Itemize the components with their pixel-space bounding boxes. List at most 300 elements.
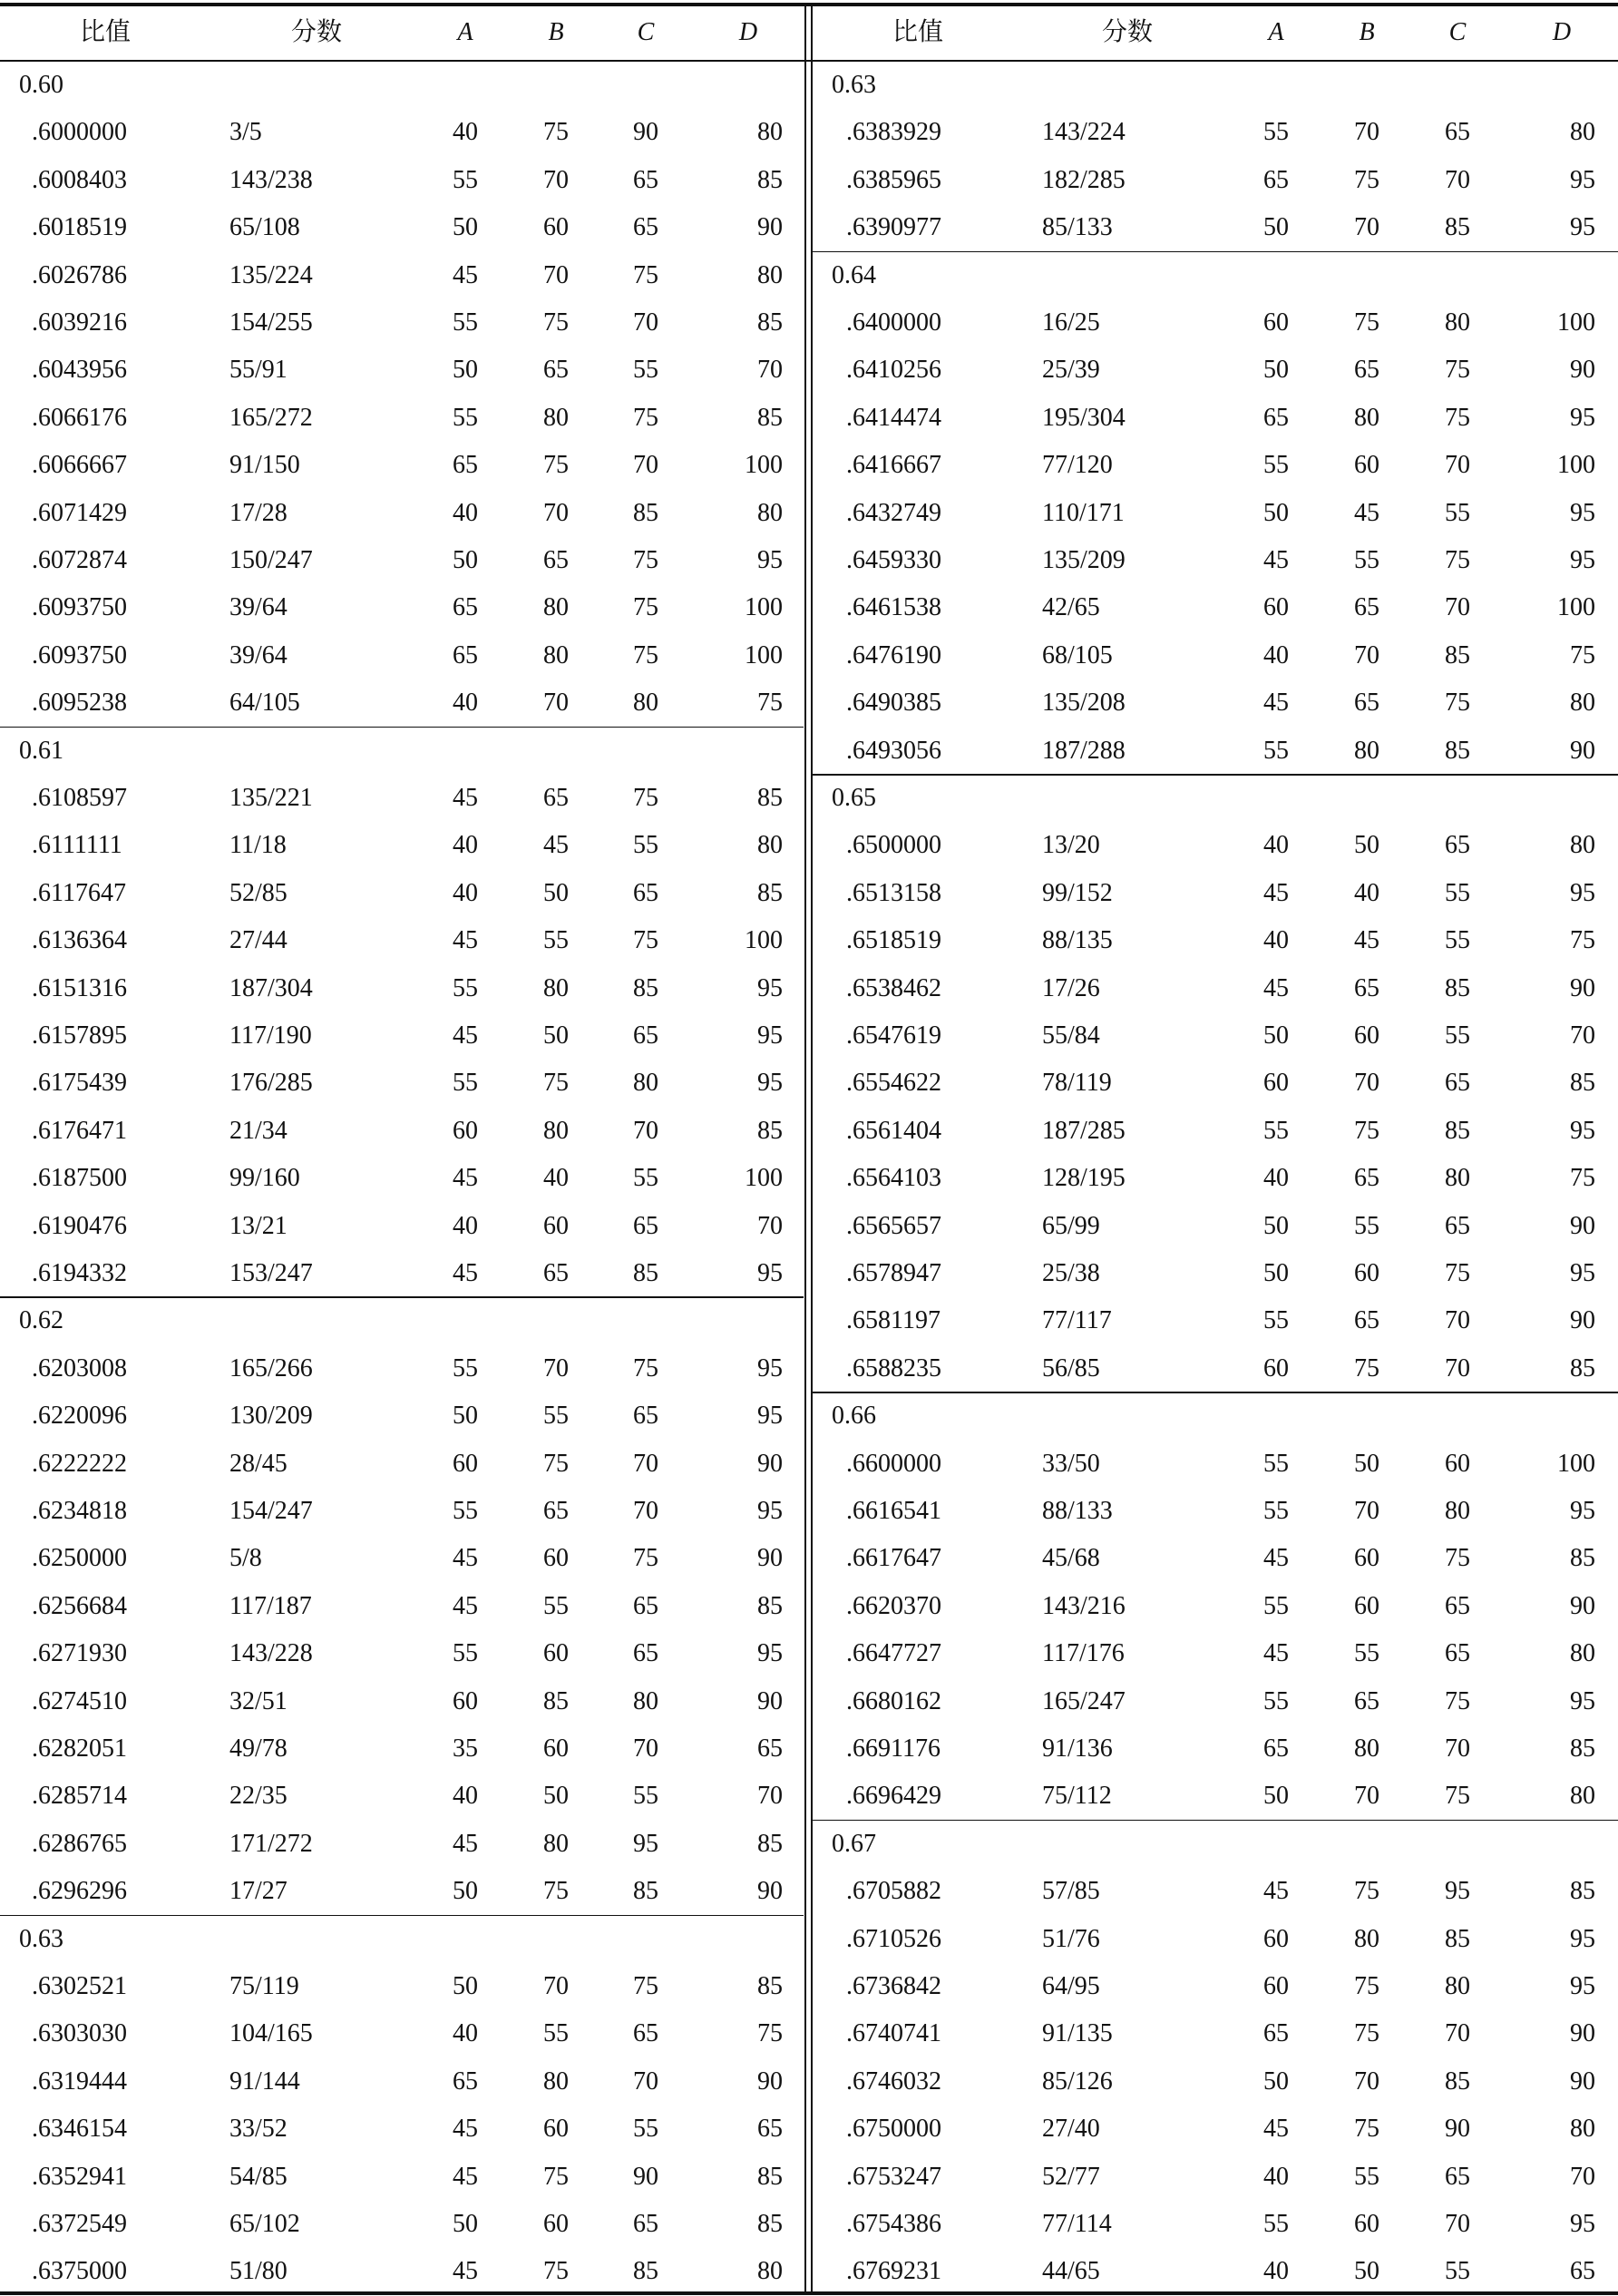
fraction-value: 68/105 <box>1042 640 1113 669</box>
score-b: 45 <box>543 831 569 860</box>
score-c: 70 <box>633 308 658 337</box>
score-d: 75 <box>1570 1164 1595 1193</box>
score-b: 80 <box>543 403 569 432</box>
score-a: 50 <box>453 356 478 385</box>
fraction-value: 77/117 <box>1042 1306 1112 1335</box>
score-c: 75 <box>633 1544 658 1573</box>
fraction-value: 182/285 <box>1042 165 1126 194</box>
fraction-value: 117/190 <box>229 1021 312 1050</box>
score-b: 75 <box>1354 1116 1379 1145</box>
score-c: 55 <box>1445 1021 1470 1050</box>
fraction-value: 33/50 <box>1042 1449 1100 1478</box>
score-d: 85 <box>757 308 783 337</box>
score-c: 75 <box>1445 1544 1470 1573</box>
score-a: 65 <box>1263 403 1289 432</box>
ratio-value: .6410256 <box>846 356 941 385</box>
score-d: 90 <box>1570 2066 1595 2096</box>
score-b: 45 <box>1354 926 1379 955</box>
score-b: 70 <box>1354 640 1379 669</box>
fraction-value: 77/120 <box>1042 451 1113 480</box>
score-b: 65 <box>1354 1164 1379 1193</box>
score-a: 60 <box>1263 593 1289 622</box>
score-a: 55 <box>1263 2210 1289 2238</box>
score-a: 60 <box>453 1116 478 1145</box>
score-b: 75 <box>1354 308 1379 337</box>
fraction-value: 75/112 <box>1042 1782 1112 1811</box>
score-b: 60 <box>543 213 569 242</box>
fraction-value: 117/176 <box>1042 1639 1125 1668</box>
score-a: 65 <box>1263 2019 1289 2048</box>
score-c: 70 <box>633 1116 658 1145</box>
score-c: 90 <box>633 118 658 147</box>
score-b: 55 <box>543 926 569 955</box>
score-a: 45 <box>1263 973 1289 1002</box>
score-d: 100 <box>745 926 783 955</box>
score-b: 80 <box>543 2066 569 2096</box>
ratio-value: .6617647 <box>846 1544 941 1573</box>
ratio-value: .6736842 <box>846 1972 941 2000</box>
score-a: 40 <box>1263 2257 1289 2286</box>
score-c: 85 <box>1445 1924 1470 1953</box>
score-b: 60 <box>543 1544 569 1573</box>
score-b: 75 <box>1354 1353 1379 1382</box>
score-c: 80 <box>633 1069 658 1098</box>
score-b: 75 <box>543 1069 569 1098</box>
score-c: 85 <box>1445 2066 1470 2096</box>
ratio-value: .6222222 <box>32 1449 127 1478</box>
score-c: 70 <box>633 1497 658 1525</box>
ratio-value: .6538462 <box>846 973 941 1002</box>
score-a: 40 <box>453 831 478 860</box>
fraction-value: 16/25 <box>1042 308 1100 337</box>
ratio-value: .6018519 <box>32 213 127 242</box>
fraction-value: 135/224 <box>229 260 313 289</box>
score-c: 70 <box>1445 2210 1470 2238</box>
fraction-value: 104/165 <box>229 2019 313 2048</box>
score-a: 60 <box>453 1449 478 1478</box>
fraction-value: 17/27 <box>229 1877 288 1906</box>
fraction-value: 135/221 <box>229 784 313 812</box>
score-c: 85 <box>1445 213 1470 242</box>
ratio-value: .6282051 <box>32 1734 127 1763</box>
score-a: 40 <box>453 878 478 907</box>
score-d: 85 <box>1570 1544 1595 1573</box>
ratio-value: .6705882 <box>846 1877 941 1906</box>
fraction-value: 85/126 <box>1042 2066 1113 2096</box>
group-separator <box>813 1392 1618 1393</box>
group-separator <box>0 1296 804 1298</box>
ratio-value: .6750000 <box>846 2115 941 2144</box>
score-c: 75 <box>1445 403 1470 432</box>
score-a: 65 <box>453 640 478 669</box>
fraction-value: 13/21 <box>229 1211 288 1240</box>
score-d: 100 <box>1557 1449 1595 1478</box>
score-a: 45 <box>453 2162 478 2191</box>
score-c: 75 <box>633 784 658 812</box>
score-a: 35 <box>453 1734 478 1763</box>
score-d: 65 <box>1570 2257 1595 2286</box>
score-d: 80 <box>757 498 783 527</box>
score-c: 55 <box>1445 926 1470 955</box>
score-d: 95 <box>1570 2210 1595 2238</box>
score-d: 70 <box>757 1211 783 1240</box>
ratio-value: .6066667 <box>32 451 127 480</box>
score-d: 85 <box>1570 1069 1595 1098</box>
ratio-value: .6093750 <box>32 640 127 669</box>
score-d: 85 <box>757 784 783 812</box>
score-b: 65 <box>543 546 569 574</box>
fraction-value: 143/216 <box>1042 1591 1126 1620</box>
score-a: 50 <box>453 1402 478 1431</box>
ratio-value: .6588235 <box>846 1353 941 1382</box>
score-a: 55 <box>453 403 478 432</box>
score-a: 40 <box>453 118 478 147</box>
score-b: 60 <box>543 2115 569 2144</box>
score-d: 85 <box>757 2162 783 2191</box>
score-a: 45 <box>453 2257 478 2286</box>
ratio-value: .6547619 <box>846 1021 941 1050</box>
score-c: 75 <box>1445 1686 1470 1715</box>
fraction-value: 135/208 <box>1042 689 1126 718</box>
score-b: 50 <box>543 1782 569 1811</box>
ratio-value: .6500000 <box>846 831 941 860</box>
score-b: 70 <box>1354 1069 1379 1098</box>
score-c: 55 <box>633 356 658 385</box>
ratio-value: .6352941 <box>32 2162 127 2191</box>
fraction-value: 49/78 <box>229 1734 288 1763</box>
score-c: 70 <box>1445 1734 1470 1763</box>
fraction-value: 143/224 <box>1042 118 1126 147</box>
score-d: 95 <box>1570 1259 1595 1287</box>
ratio-value: .6220096 <box>32 1402 127 1431</box>
ratio-value: .6513158 <box>846 878 941 907</box>
score-d: 85 <box>757 403 783 432</box>
score-d: 85 <box>757 2210 783 2238</box>
score-a: 45 <box>453 926 478 955</box>
score-b: 60 <box>1354 451 1379 480</box>
score-d: 95 <box>757 1353 783 1382</box>
score-b: 75 <box>1354 1877 1379 1906</box>
score-c: 90 <box>1445 2115 1470 2144</box>
score-d: 75 <box>757 689 783 718</box>
score-c: 85 <box>633 498 658 527</box>
fraction-value: 91/144 <box>229 2066 300 2096</box>
score-c: 85 <box>1445 973 1470 1002</box>
score-b: 60 <box>543 1211 569 1240</box>
score-c: 95 <box>633 1829 658 1858</box>
score-b: 65 <box>543 1497 569 1525</box>
ratio-value: .6561404 <box>846 1116 941 1145</box>
score-d: 95 <box>1570 878 1595 907</box>
ratio-value: .6375000 <box>32 2257 127 2286</box>
score-a: 55 <box>453 165 478 194</box>
score-a: 55 <box>1263 1497 1289 1525</box>
score-a: 65 <box>1263 1734 1289 1763</box>
score-c: 65 <box>633 1021 658 1050</box>
score-a: 55 <box>453 1353 478 1382</box>
score-b: 70 <box>1354 1782 1379 1811</box>
score-c: 65 <box>1445 2162 1470 2191</box>
header-a: A <box>1268 18 1284 46</box>
score-d: 95 <box>757 1497 783 1525</box>
score-c: 85 <box>633 2257 658 2286</box>
score-b: 65 <box>1354 593 1379 622</box>
score-b: 55 <box>543 1591 569 1620</box>
ratio-value: .6194332 <box>32 1259 127 1287</box>
score-a: 55 <box>453 1639 478 1668</box>
ratio-value: .6578947 <box>846 1259 941 1287</box>
fraction-value: 52/85 <box>229 878 288 907</box>
score-a: 40 <box>1263 2162 1289 2191</box>
top-rule <box>0 3 1618 6</box>
score-b: 80 <box>1354 736 1379 765</box>
score-d: 95 <box>757 1402 783 1431</box>
fraction-value: 128/195 <box>1042 1164 1126 1193</box>
score-b: 70 <box>543 689 569 718</box>
score-a: 45 <box>1263 689 1289 718</box>
ratio-value: .6754386 <box>846 2210 941 2238</box>
score-b: 70 <box>1354 2066 1379 2096</box>
score-d: 95 <box>757 1639 783 1668</box>
fraction-value: 55/84 <box>1042 1021 1100 1050</box>
ratio-value: .6400000 <box>846 308 941 337</box>
score-a: 55 <box>453 1069 478 1098</box>
score-d: 90 <box>1570 736 1595 765</box>
score-d: 90 <box>757 1544 783 1573</box>
score-b: 70 <box>1354 1497 1379 1525</box>
header-rule <box>0 60 1618 62</box>
score-b: 75 <box>543 451 569 480</box>
score-d: 80 <box>1570 689 1595 718</box>
score-b: 65 <box>1354 1686 1379 1715</box>
ratio-value: .6696429 <box>846 1782 941 1811</box>
score-c: 85 <box>1445 736 1470 765</box>
score-d: 95 <box>1570 1497 1595 1525</box>
score-a: 40 <box>453 1211 478 1240</box>
ratio-value: .6383929 <box>846 118 941 147</box>
score-b: 65 <box>543 356 569 385</box>
score-b: 75 <box>1354 2115 1379 2144</box>
ratio-value: .6093750 <box>32 593 127 622</box>
score-d: 95 <box>1570 213 1595 242</box>
ratio-value: .6620370 <box>846 1591 941 1620</box>
score-b: 60 <box>1354 2210 1379 2238</box>
score-a: 55 <box>1263 1686 1289 1715</box>
score-a: 45 <box>1263 878 1289 907</box>
score-d: 70 <box>757 1782 783 1811</box>
score-a: 45 <box>453 260 478 289</box>
score-a: 55 <box>1263 1591 1289 1620</box>
fraction-value: 165/266 <box>229 1353 313 1382</box>
score-d: 90 <box>1570 1306 1595 1335</box>
fraction-value: 55/91 <box>229 356 288 385</box>
fraction-value: 39/64 <box>229 640 288 669</box>
score-d: 75 <box>1570 640 1595 669</box>
score-c: 65 <box>1445 118 1470 147</box>
score-a: 45 <box>1263 1639 1289 1668</box>
ratio-value: .6372549 <box>32 2210 127 2238</box>
score-b: 50 <box>1354 831 1379 860</box>
header-ratio: 比值 <box>79 18 132 46</box>
score-a: 60 <box>1263 1972 1289 2000</box>
score-b: 60 <box>543 1734 569 1763</box>
score-a: 45 <box>453 1259 478 1287</box>
score-c: 55 <box>1445 498 1470 527</box>
fraction-value: 187/285 <box>1042 1116 1126 1145</box>
score-c: 80 <box>633 1686 658 1715</box>
score-c: 80 <box>1445 308 1470 337</box>
ratio-value: .6190476 <box>32 1211 127 1240</box>
score-a: 45 <box>453 2115 478 2144</box>
ratio-value: .6647727 <box>846 1639 941 1668</box>
fraction-value: 27/44 <box>229 926 288 955</box>
score-c: 55 <box>1445 2257 1470 2286</box>
score-d: 100 <box>1557 451 1595 480</box>
fraction-value: 110/171 <box>1042 498 1125 527</box>
score-c: 65 <box>633 213 658 242</box>
score-c: 75 <box>1445 1782 1470 1811</box>
score-d: 90 <box>1570 2019 1595 2048</box>
score-a: 60 <box>1263 308 1289 337</box>
ratio-value: .6274510 <box>32 1686 127 1715</box>
score-b: 50 <box>1354 2257 1379 2286</box>
fraction-value: 176/285 <box>229 1069 313 1098</box>
ratio-value: .6319444 <box>32 2066 127 2096</box>
score-c: 75 <box>1445 546 1470 574</box>
score-b: 75 <box>543 2257 569 2286</box>
score-d: 85 <box>757 1591 783 1620</box>
score-c: 70 <box>1445 1306 1470 1335</box>
ratio-value: .6753247 <box>846 2162 941 2191</box>
group-separator <box>813 1820 1618 1822</box>
fraction-value: 143/228 <box>229 1639 313 1668</box>
score-d: 90 <box>1570 1211 1595 1240</box>
fraction-value: 77/114 <box>1042 2210 1112 2238</box>
ratio-value: .6176471 <box>32 1116 127 1145</box>
ratio-value: .6554622 <box>846 1069 941 1098</box>
header-b: B <box>548 18 564 46</box>
fraction-value: 45/68 <box>1042 1544 1100 1573</box>
score-d: 100 <box>745 640 783 669</box>
fraction-value: 32/51 <box>229 1686 288 1715</box>
score-d: 75 <box>757 2019 783 2048</box>
fraction-value: 25/39 <box>1042 356 1100 385</box>
score-b: 80 <box>1354 403 1379 432</box>
ratio-value: .6746032 <box>846 2066 941 2096</box>
ratio-value: .6680162 <box>846 1686 941 1715</box>
score-d: 65 <box>757 1734 783 1763</box>
ratio-value: .6416667 <box>846 451 941 480</box>
score-d: 90 <box>1570 1591 1595 1620</box>
fraction-value: 64/105 <box>229 689 300 718</box>
score-d: 95 <box>757 1021 783 1050</box>
group-label: 0.63 <box>19 1924 63 1953</box>
score-c: 65 <box>633 165 658 194</box>
score-a: 55 <box>1263 736 1289 765</box>
score-d: 90 <box>1570 356 1595 385</box>
score-d: 85 <box>757 878 783 907</box>
score-b: 65 <box>543 1259 569 1287</box>
score-c: 75 <box>1445 356 1470 385</box>
score-c: 80 <box>1445 1972 1470 2000</box>
ratio-value: .6026786 <box>32 260 127 289</box>
score-c: 65 <box>1445 831 1470 860</box>
score-d: 95 <box>1570 165 1595 194</box>
fraction-value: 88/135 <box>1042 926 1113 955</box>
header-d: D <box>1552 18 1572 46</box>
ratio-value: .6175439 <box>32 1069 127 1098</box>
group-label: 0.65 <box>832 784 876 812</box>
fraction-value: 51/80 <box>229 2257 288 2286</box>
ratio-value: .6581197 <box>846 1306 941 1335</box>
score-c: 75 <box>633 640 658 669</box>
score-c: 75 <box>633 403 658 432</box>
ratio-value: .6203008 <box>32 1353 127 1382</box>
fraction-value: 143/238 <box>229 165 313 194</box>
ratio-value: .6072874 <box>32 546 127 574</box>
fraction-value: 195/304 <box>1042 403 1126 432</box>
score-c: 85 <box>1445 640 1470 669</box>
score-b: 65 <box>1354 356 1379 385</box>
score-d: 70 <box>1570 2162 1595 2191</box>
ratio-value: .6565657 <box>846 1211 941 1240</box>
score-a: 50 <box>453 1972 478 2000</box>
ratio-value: .6459330 <box>846 546 941 574</box>
ratio-value: .6039216 <box>32 308 127 337</box>
score-d: 100 <box>745 451 783 480</box>
score-c: 85 <box>633 1259 658 1287</box>
fraction-value: 130/209 <box>229 1402 313 1431</box>
score-b: 75 <box>543 118 569 147</box>
ratio-value: .6108597 <box>32 784 127 812</box>
score-d: 95 <box>1570 1924 1595 1953</box>
score-b: 55 <box>543 1402 569 1431</box>
score-b: 60 <box>1354 1259 1379 1287</box>
fraction-value: 5/8 <box>229 1544 262 1573</box>
score-a: 60 <box>453 1686 478 1715</box>
fraction-value: 33/52 <box>229 2115 288 2144</box>
score-b: 70 <box>543 498 569 527</box>
score-b: 50 <box>543 878 569 907</box>
fraction-value: 187/288 <box>1042 736 1126 765</box>
score-c: 75 <box>633 1353 658 1382</box>
score-c: 75 <box>1445 1259 1470 1287</box>
score-a: 50 <box>1263 1782 1289 1811</box>
score-b: 80 <box>543 593 569 622</box>
header-b: B <box>1359 18 1375 46</box>
score-a: 65 <box>453 2066 478 2096</box>
score-a: 60 <box>1263 1353 1289 1382</box>
score-d: 90 <box>757 1449 783 1478</box>
group-separator <box>813 251 1618 253</box>
score-b: 60 <box>1354 1544 1379 1573</box>
ratio-value: .6234818 <box>32 1497 127 1525</box>
ratio-value: .6302521 <box>32 1972 127 2000</box>
score-a: 45 <box>1263 2115 1289 2144</box>
ratio-value: .6256684 <box>32 1591 127 1620</box>
score-d: 90 <box>757 213 783 242</box>
score-c: 90 <box>633 2162 658 2191</box>
score-c: 55 <box>633 2115 658 2144</box>
score-c: 65 <box>633 1402 658 1431</box>
ratio-value: .6616541 <box>846 1497 941 1525</box>
score-a: 50 <box>1263 2066 1289 2096</box>
group-label: 0.66 <box>832 1402 876 1431</box>
score-a: 50 <box>453 213 478 242</box>
score-c: 70 <box>633 451 658 480</box>
score-b: 50 <box>1354 1449 1379 1478</box>
ratio-value: .6346154 <box>32 2115 127 2144</box>
